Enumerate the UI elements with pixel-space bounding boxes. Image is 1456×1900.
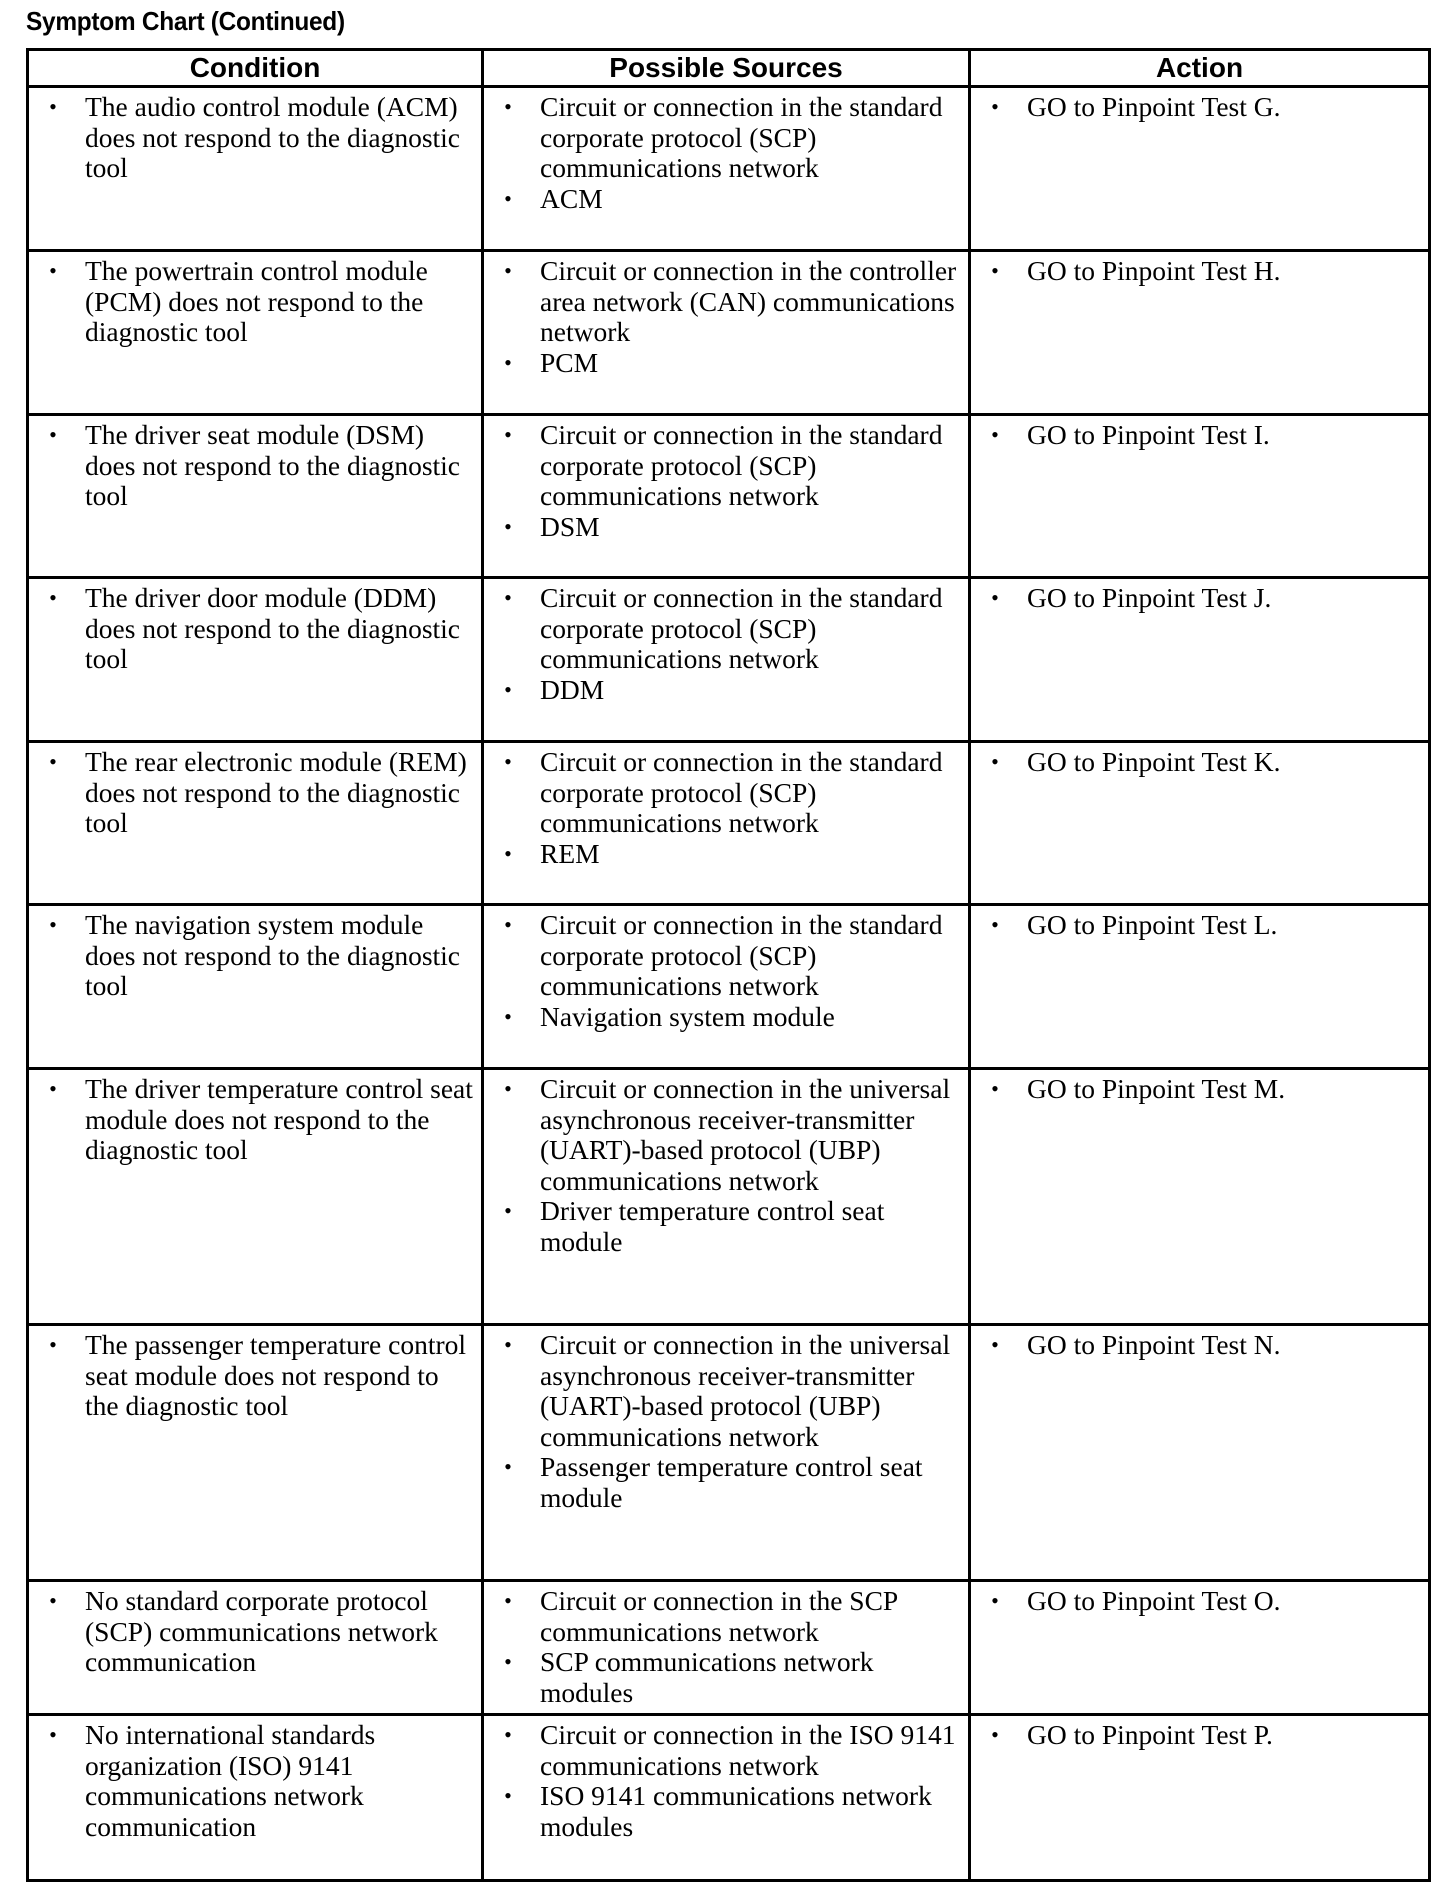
bullet-icon: •: [49, 1332, 57, 1357]
bullet-list: [484, 88, 968, 214]
bullet-list: [971, 1582, 1428, 1617]
possible-sources-cell: [483, 87, 970, 251]
bullet-list: [971, 88, 1428, 123]
list-item-text: The driver door module (DDM) does not respond to the diagnostic tool: [85, 582, 461, 674]
list-item-text: Circuit or connection in the universal asynchronous receiver-transmitter (UART)-based protocol (UBP) communications network: [540, 1329, 951, 1452]
bullet-icon: •: [49, 1588, 57, 1613]
list-item: [29, 92, 473, 184]
list-item: [484, 1330, 960, 1452]
bullet-icon: •: [49, 1722, 57, 1747]
list-item: [971, 420, 1420, 451]
bullet-icon: •: [504, 749, 512, 774]
list-item: [484, 747, 960, 839]
condition-cell: [28, 1325, 483, 1581]
list-item: [484, 1720, 960, 1781]
list-item-text: Circuit or connection in the standard corporate protocol (SCP) communications network: [540, 91, 943, 183]
list-item-text: Navigation system module: [540, 1000, 835, 1032]
list-item-text: PCM: [540, 346, 599, 378]
list-item-text: GO to Pinpoint Test O.: [1027, 1585, 1281, 1616]
list-item-text: The powertrain control module (PCM) does not respond to the diagnostic tool: [85, 255, 428, 347]
bullet-icon: •: [991, 749, 999, 774]
list-item-text: No standard corporate protocol (SCP) communications network communication: [85, 1585, 438, 1677]
condition-cell: [28, 905, 483, 1069]
bullet-list: [29, 1326, 481, 1422]
list-item-text: DDM: [540, 673, 605, 705]
bullet-list: [484, 579, 968, 705]
possible-sources-cell: [483, 415, 970, 578]
bullet-list: [484, 252, 968, 378]
bullet-list: [484, 743, 968, 869]
bullet-icon: •: [504, 1076, 512, 1101]
bullet-list: [971, 1716, 1428, 1751]
table-row: [28, 1069, 1430, 1325]
list-item: [29, 1330, 473, 1422]
table-body: [28, 87, 1430, 1881]
bullet-icon: •: [504, 513, 512, 539]
list-item: [484, 910, 960, 1002]
table-row: [28, 1325, 1430, 1581]
bullet-list: [484, 1070, 968, 1257]
list-item: [484, 512, 960, 543]
list-item: [971, 1586, 1420, 1617]
list-item-text: No international standards organization (ISO) 9141 communications network communication: [85, 1719, 376, 1842]
bullet-icon: •: [504, 258, 512, 283]
action-cell: [970, 1069, 1430, 1325]
list-item-text: GO to Pinpoint Test L.: [1027, 909, 1278, 940]
list-item: [971, 1330, 1420, 1361]
bullet-icon: •: [504, 1588, 512, 1613]
action-cell: [970, 1715, 1430, 1881]
list-item-text: ISO 9141 communications network modules: [540, 1780, 932, 1842]
bullet-list: [29, 1716, 481, 1842]
symptom-chart-table: [26, 48, 1431, 1882]
list-item-text: GO to Pinpoint Test I.: [1027, 419, 1270, 450]
bullet-icon: •: [504, 585, 512, 610]
list-item: [971, 256, 1420, 287]
bullet-icon: •: [49, 585, 57, 610]
list-item-text: REM: [540, 837, 600, 869]
action-cell: [970, 87, 1430, 251]
table-row: [28, 87, 1430, 251]
table-row: [28, 905, 1430, 1069]
bullet-list: [971, 1070, 1428, 1105]
bullet-icon: •: [49, 1076, 57, 1101]
bullet-list: [484, 1582, 968, 1708]
bullet-list: [29, 1070, 481, 1166]
bullet-list: [971, 906, 1428, 941]
bullet-list: [971, 416, 1428, 451]
bullet-icon: •: [49, 749, 57, 774]
list-item-text: Driver temperature control seat module: [540, 1195, 885, 1257]
list-item: [29, 1586, 473, 1678]
bullet-icon: •: [991, 1722, 999, 1747]
list-item: [29, 1074, 473, 1166]
list-item-text: The navigation system module does not respond to the diagnostic tool: [85, 909, 461, 1001]
list-item: [484, 675, 960, 706]
bullet-icon: •: [504, 676, 512, 702]
bullet-list: [29, 906, 481, 1002]
bullet-icon: •: [49, 94, 57, 119]
list-item: [484, 256, 960, 348]
list-item: [484, 1781, 960, 1842]
list-item-text: Circuit or connection in the controller area network (CAN) communications network: [540, 255, 957, 347]
list-item-text: Circuit or connection in the standard corporate protocol (SCP) communications network: [540, 419, 943, 511]
list-item-text: GO to Pinpoint Test P.: [1027, 1719, 1273, 1750]
bullet-icon: •: [504, 1722, 512, 1747]
table-row: [28, 1715, 1430, 1881]
table-row: [28, 251, 1430, 415]
list-item-text: The rear electronic module (REM) does not respond to the diagnostic tool: [85, 746, 467, 838]
bullet-icon: •: [504, 912, 512, 937]
list-item-text: GO to Pinpoint Test H.: [1027, 255, 1281, 286]
bullet-icon: •: [504, 1454, 512, 1479]
bullet-icon: •: [504, 349, 512, 375]
list-item: [484, 839, 960, 870]
bullet-icon: •: [991, 258, 999, 283]
list-item: [29, 910, 473, 1002]
list-item-text: SCP communications network modules: [540, 1646, 874, 1708]
possible-sources-cell: [483, 578, 970, 742]
bullet-icon: •: [991, 1076, 999, 1101]
table-row: [28, 742, 1430, 905]
bullet-icon: •: [504, 1649, 512, 1674]
bullet-list: [29, 743, 481, 839]
action-cell: [970, 742, 1430, 905]
bullet-list: [484, 1716, 968, 1842]
condition-cell: [28, 1069, 483, 1325]
list-item: [484, 1002, 960, 1033]
condition-cell: [28, 251, 483, 415]
condition-cell: [28, 578, 483, 742]
list-item: [484, 420, 960, 512]
possible-sources-cell: [483, 905, 970, 1069]
action-cell: [970, 578, 1430, 742]
action-cell: [970, 415, 1430, 578]
bullet-icon: •: [504, 1783, 512, 1808]
bullet-icon: •: [991, 1588, 999, 1613]
list-item-text: DSM: [540, 510, 600, 542]
table-row: [28, 415, 1430, 578]
table-header-row: [28, 50, 1430, 87]
column-header-action: Action: [970, 50, 1430, 87]
page-title: Symptom Chart (Continued): [26, 6, 345, 36]
list-item-text: Circuit or connection in the ISO 9141 communications network: [540, 1719, 956, 1781]
action-cell: [970, 1325, 1430, 1581]
bullet-list: [484, 906, 968, 1032]
bullet-icon: •: [504, 185, 512, 211]
column-header-condition: Condition: [28, 50, 483, 87]
list-item: [484, 348, 960, 379]
list-item-text: GO to Pinpoint Test G.: [1027, 91, 1281, 122]
possible-sources-cell: [483, 1581, 970, 1715]
action-cell: [970, 905, 1430, 1069]
list-item-text: Circuit or connection in the universal asynchronous receiver-transmitter (UART)-based protocol (UBP) communications network: [540, 1073, 951, 1196]
bullet-icon: •: [991, 912, 999, 937]
bullet-icon: •: [991, 585, 999, 610]
condition-cell: [28, 87, 483, 251]
bullet-icon: •: [49, 912, 57, 937]
condition-cell: [28, 1715, 483, 1881]
list-item: [971, 583, 1420, 614]
list-item: [29, 747, 473, 839]
list-item: [484, 583, 960, 675]
bullet-list: [971, 1326, 1428, 1361]
list-item: [484, 1452, 960, 1513]
bullet-list: [971, 743, 1428, 778]
bullet-list: [971, 579, 1428, 614]
bullet-icon: •: [49, 258, 57, 283]
possible-sources-cell: [483, 251, 970, 415]
list-item-text: Circuit or connection in the standard corporate protocol (SCP) communications network: [540, 909, 943, 1001]
bullet-list: [29, 252, 481, 348]
action-cell: [970, 251, 1430, 415]
possible-sources-cell: [483, 1325, 970, 1581]
bullet-list: [29, 416, 481, 512]
list-item-text: Circuit or connection in the SCP communications network: [540, 1585, 898, 1647]
list-item: [29, 256, 473, 348]
list-item-text: The audio control module (ACM) does not respond to the diagnostic tool: [85, 91, 461, 183]
column-header-possible-sources: Possible Sources: [483, 50, 970, 87]
bullet-icon: •: [504, 94, 512, 119]
bullet-list: [29, 1582, 481, 1678]
bullet-list: [29, 579, 481, 675]
list-item-text: The driver temperature control seat module does not respond to the diagnostic tool: [85, 1073, 473, 1165]
list-item: [484, 1586, 960, 1647]
list-item-text: The passenger temperature control seat module does not respond to the diagnostic tool: [85, 1329, 467, 1421]
list-item-text: ACM: [540, 182, 603, 214]
list-item: [484, 1074, 960, 1196]
action-cell: [970, 1581, 1430, 1715]
bullet-icon: •: [991, 1332, 999, 1357]
condition-cell: [28, 742, 483, 905]
list-item: [29, 1720, 473, 1842]
bullet-list: [484, 1326, 968, 1513]
bullet-icon: •: [504, 1332, 512, 1357]
list-item: [484, 92, 960, 184]
list-item: [971, 747, 1420, 778]
bullet-icon: •: [504, 1198, 512, 1223]
list-item-text: The driver seat module (DSM) does not respond to the diagnostic tool: [85, 419, 461, 511]
bullet-icon: •: [504, 1003, 512, 1029]
possible-sources-cell: [483, 742, 970, 905]
possible-sources-cell: [483, 1715, 970, 1881]
list-item-text: GO to Pinpoint Test J.: [1027, 582, 1272, 613]
bullet-icon: •: [504, 840, 512, 866]
possible-sources-cell: [483, 1069, 970, 1325]
list-item: [971, 1720, 1420, 1751]
bullet-list: [29, 88, 481, 184]
list-item-text: GO to Pinpoint Test M.: [1027, 1073, 1286, 1104]
list-item: [484, 184, 960, 215]
bullet-icon: •: [991, 422, 999, 447]
list-item-text: GO to Pinpoint Test K.: [1027, 746, 1281, 777]
bullet-list: [484, 416, 968, 542]
list-item: [484, 1196, 960, 1257]
bullet-icon: •: [504, 422, 512, 447]
table-row: [28, 578, 1430, 742]
bullet-icon: •: [49, 422, 57, 447]
condition-cell: [28, 1581, 483, 1715]
list-item-text: Circuit or connection in the standard corporate protocol (SCP) communications network: [540, 582, 943, 674]
list-item-text: GO to Pinpoint Test N.: [1027, 1329, 1281, 1360]
list-item-text: Passenger temperature control seat module: [540, 1451, 923, 1513]
list-item: [29, 583, 473, 675]
condition-cell: [28, 415, 483, 578]
list-item-text: Circuit or connection in the standard corporate protocol (SCP) communications network: [540, 746, 943, 838]
table-row: [28, 1581, 1430, 1715]
list-item: [484, 1647, 960, 1708]
list-item: [29, 420, 473, 512]
list-item: [971, 910, 1420, 941]
list-item: [971, 1074, 1420, 1105]
bullet-icon: •: [991, 94, 999, 119]
list-item: [971, 92, 1420, 123]
bullet-list: [971, 252, 1428, 287]
